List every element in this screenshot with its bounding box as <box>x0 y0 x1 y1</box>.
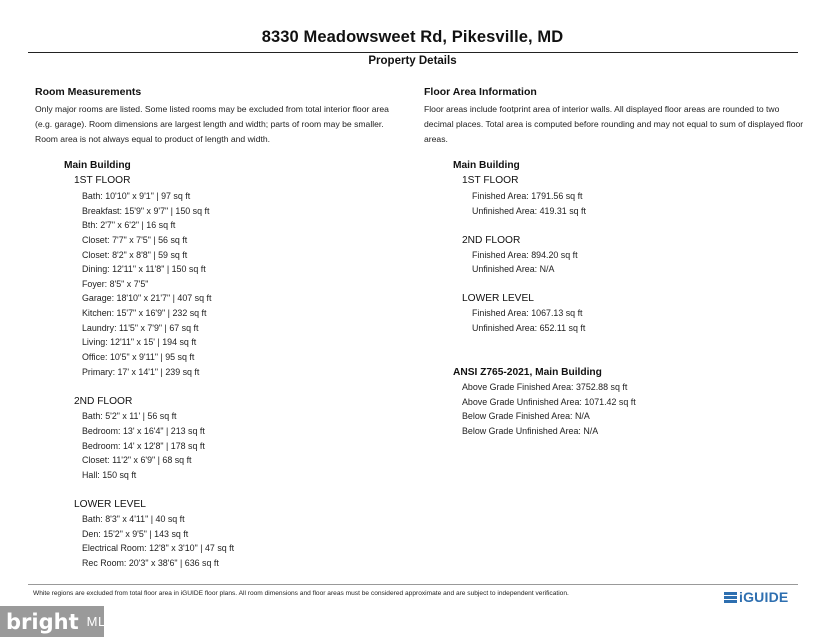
area-entry: Unfinished Area: 652.11 sq ft <box>472 323 586 333</box>
room-measurements-heading: Room Measurements <box>35 86 142 98</box>
ansi-entry: Above Grade Unfinished Area: 1071.42 sq ft <box>462 397 636 407</box>
room-entry: Breakfast: 15'9" x 9'7" | 150 sq ft <box>82 206 210 216</box>
room-entry: Living: 12'11" x 15' | 194 sq ft <box>82 337 197 347</box>
right-building-label: Main Building <box>453 160 520 171</box>
iguide-logo-text: iGUIDE <box>739 589 789 605</box>
area-entry: Finished Area: 1067.13 sq ft <box>472 308 583 318</box>
floor-area-note: Floor areas include footprint area of interior walls. All displayed floor areas are rounded to two decimal places. Total area is computed before rounding and may not equal to sum of displayed floor areas. <box>424 104 804 144</box>
floor-area-heading: Floor Area Information <box>424 86 537 98</box>
iguide-mark-icon <box>724 591 737 604</box>
floor-area-section <box>424 86 804 147</box>
area-entry: Unfinished Area: N/A <box>472 264 555 274</box>
room-entry: Bath: 8'3" x 4'11" | 40 sq ft <box>82 514 185 524</box>
room-entry: Bath: 5'2" x 11' | 56 sq ft <box>82 411 177 421</box>
ansi-entry: Below Grade Unfinished Area: N/A <box>462 426 599 436</box>
room-entry: Closet: 7'7" x 7'5" | 56 sq ft <box>82 235 188 245</box>
room-entry: Bath: 10'10" x 9'1" | 97 sq ft <box>82 191 191 201</box>
ansi-heading: ANSI Z765-2021, Main Building <box>453 367 602 378</box>
room-entry: Primary: 17' x 14'1" | 239 sq ft <box>82 367 200 377</box>
room-entry: Den: 15'2" x 9'5" | 143 sq ft <box>82 529 189 539</box>
room-entry: Closet: 11'2" x 6'9" | 68 sq ft <box>82 455 192 465</box>
right-floor-3-label: LOWER LEVEL <box>462 293 534 304</box>
room-entry: Garage: 18'10" x 21'7" | 407 sq ft <box>82 293 212 303</box>
room-entry: Laundry: 11'5" x 7'9" | 67 sq ft <box>82 323 199 333</box>
bright-mls-watermark <box>0 606 115 637</box>
area-entry: Finished Area: 1791.56 sq ft <box>472 191 583 201</box>
right-floor-1-label: 1ST FLOOR <box>462 175 519 186</box>
right-floor-2-label: 2ND FLOOR <box>462 235 521 246</box>
iguide-logo <box>724 588 788 606</box>
page-title: 8330 Meadowsweet Rd, Pikesville, MD <box>261 28 564 46</box>
ansi-entry: Above Grade Finished Area: 3752.88 sq ft <box>462 382 628 392</box>
ansi-entry: Below Grade Finished Area: N/A <box>462 411 590 421</box>
footer-disclaimer: White regions are excluded from total floor area in iGUIDE floor plans. All room dimensions and floor areas must be considered approximate and are subject to independent verification. <box>33 590 569 597</box>
page-subtitle: Property Details <box>368 55 457 67</box>
area-entry: Unfinished Area: 419.31 sq ft <box>472 206 586 216</box>
area-entry: Finished Area: 894.20 sq ft <box>472 250 578 260</box>
left-floor-1-label: 1ST FLOOR <box>74 175 131 186</box>
room-entry: Kitchen: 15'7" x 16'9" | 232 sq ft <box>82 308 207 318</box>
room-entry: Electrical Room: 12'8" x 3'10" | 47 sq ft <box>82 543 235 553</box>
room-entry: Dining: 12'11" x 11'8" | 150 sq ft <box>82 264 206 274</box>
title-rule <box>28 52 798 53</box>
left-floor-2-label: 2ND FLOOR <box>74 396 133 407</box>
watermark-name: bright <box>6 609 79 634</box>
room-measurements-note: Only major rooms are listed. Some listed rooms may be excluded from total interior floor area (e.g. garage). Room dimensions are largest length and width; parts of room may be smaller. Room area is not always equal to product of length and width. <box>35 104 389 144</box>
left-floor-3-label: LOWER LEVEL <box>74 499 146 510</box>
room-entry: Hall: 150 sq ft <box>82 470 137 480</box>
left-building-label: Main Building <box>64 160 131 171</box>
watermark-suffix: MLS <box>86 614 115 629</box>
room-entry: Closet: 8'2" x 8'8" | 59 sq ft <box>82 250 188 260</box>
room-entry: Bedroom: 13' x 16'4" | 213 sq ft <box>82 426 205 436</box>
footer-rule <box>28 584 798 585</box>
room-entry: Bedroom: 14' x 12'8" | 178 sq ft <box>82 441 205 451</box>
room-entry: Foyer: 8'5" x 7'5" <box>82 279 149 289</box>
room-measurements-section <box>35 86 405 147</box>
room-entry: Bth: 2'7" x 6'2" | 16 sq ft <box>82 220 176 230</box>
room-entry: Office: 10'5" x 9'11" | 95 sq ft <box>82 352 195 362</box>
room-entry: Rec Room: 20'3" x 38'6" | 636 sq ft <box>82 558 219 568</box>
